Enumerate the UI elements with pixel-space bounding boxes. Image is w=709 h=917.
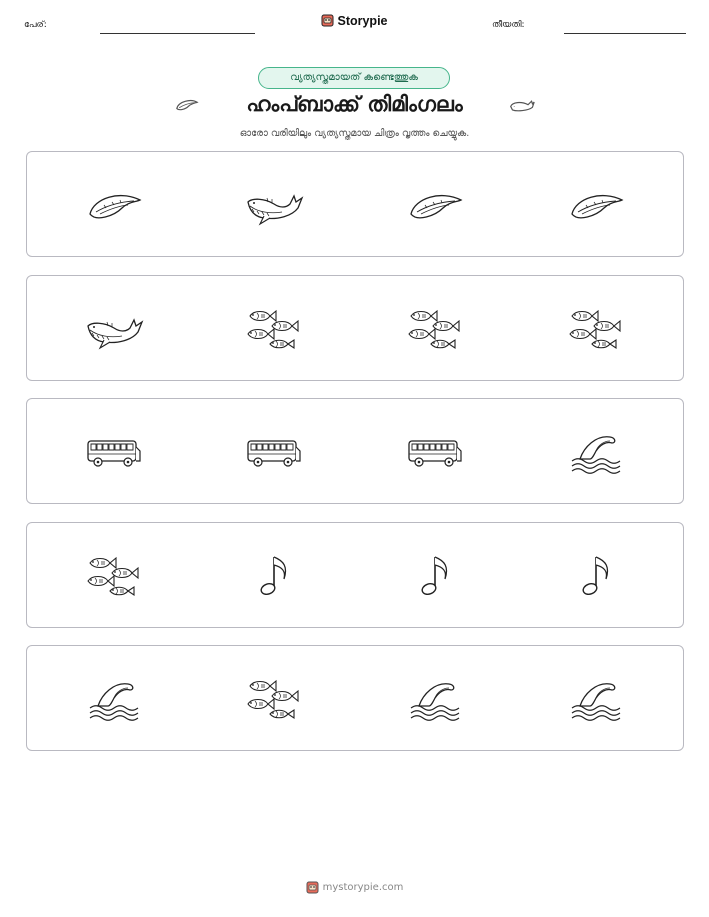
page-title: ഹംപ്ബാക്ക് തിമിംഗലം [246,92,463,116]
fish-icon [244,306,304,352]
puzzle-row-5 [26,645,684,751]
footer [0,880,709,898]
bus-icon [84,429,144,475]
option-cell[interactable] [244,182,304,228]
option-cell[interactable] [84,429,144,475]
storypie-mascot-icon [321,13,334,28]
puzzle-row-2 [26,275,684,381]
puzzle-row-3 [26,398,684,504]
date-label: തീയതി: [492,20,525,30]
option-cell[interactable] [566,676,626,722]
option-cell[interactable] [566,306,626,352]
option-cell[interactable] [405,676,465,722]
footer-url: mystorypie.com [322,882,404,893]
fish-icon [244,676,304,722]
option-cell[interactable] [566,182,626,228]
option-cell[interactable] [244,429,304,475]
note-icon [405,553,465,599]
instruction-text: ഓരോ വരിയിലും വ്യത്യസ്തമായ ചിത്രം വൃത്തം ചെയ്യുക. [239,128,470,139]
fish-icon [405,306,465,352]
option-cell[interactable] [244,306,304,352]
wave-icon [566,429,626,475]
whale-icon [244,182,304,228]
flipper-icon [84,182,144,228]
option-cell[interactable] [244,676,304,722]
activity-badge: വ്യത്യസ്തമായത് കണ്ടെത്തുക [258,67,450,89]
bus-icon [244,429,304,475]
option-cell[interactable] [405,553,465,599]
flipper-icon [405,182,465,228]
whale-icon [505,96,539,116]
fish-icon [84,553,144,599]
wave-icon [84,676,144,722]
wave-icon [405,676,465,722]
option-cell[interactable] [405,306,465,352]
option-cell[interactable] [84,182,144,228]
brand-logo [0,13,709,31]
brand-name: Storypie [337,13,388,28]
option-cell[interactable] [244,553,304,599]
option-cell[interactable] [566,429,626,475]
note-icon [244,553,304,599]
whale-icon [84,306,144,352]
puzzle-row-1 [26,151,684,257]
bus-icon [405,429,465,475]
option-cell[interactable] [566,553,626,599]
option-cell[interactable] [405,429,465,475]
option-cell[interactable] [84,306,144,352]
storypie-mascot-icon [306,880,319,895]
flipper-icon [566,182,626,228]
fish-icon [566,306,626,352]
note-icon [566,553,626,599]
name-write-line[interactable] [100,33,255,34]
name-label: പേര്: [24,20,47,30]
option-cell[interactable] [84,553,144,599]
option-cell[interactable] [84,676,144,722]
option-cell[interactable] [405,182,465,228]
puzzle-row-4 [26,522,684,628]
wave-icon [566,676,626,722]
date-write-line[interactable] [564,33,686,34]
